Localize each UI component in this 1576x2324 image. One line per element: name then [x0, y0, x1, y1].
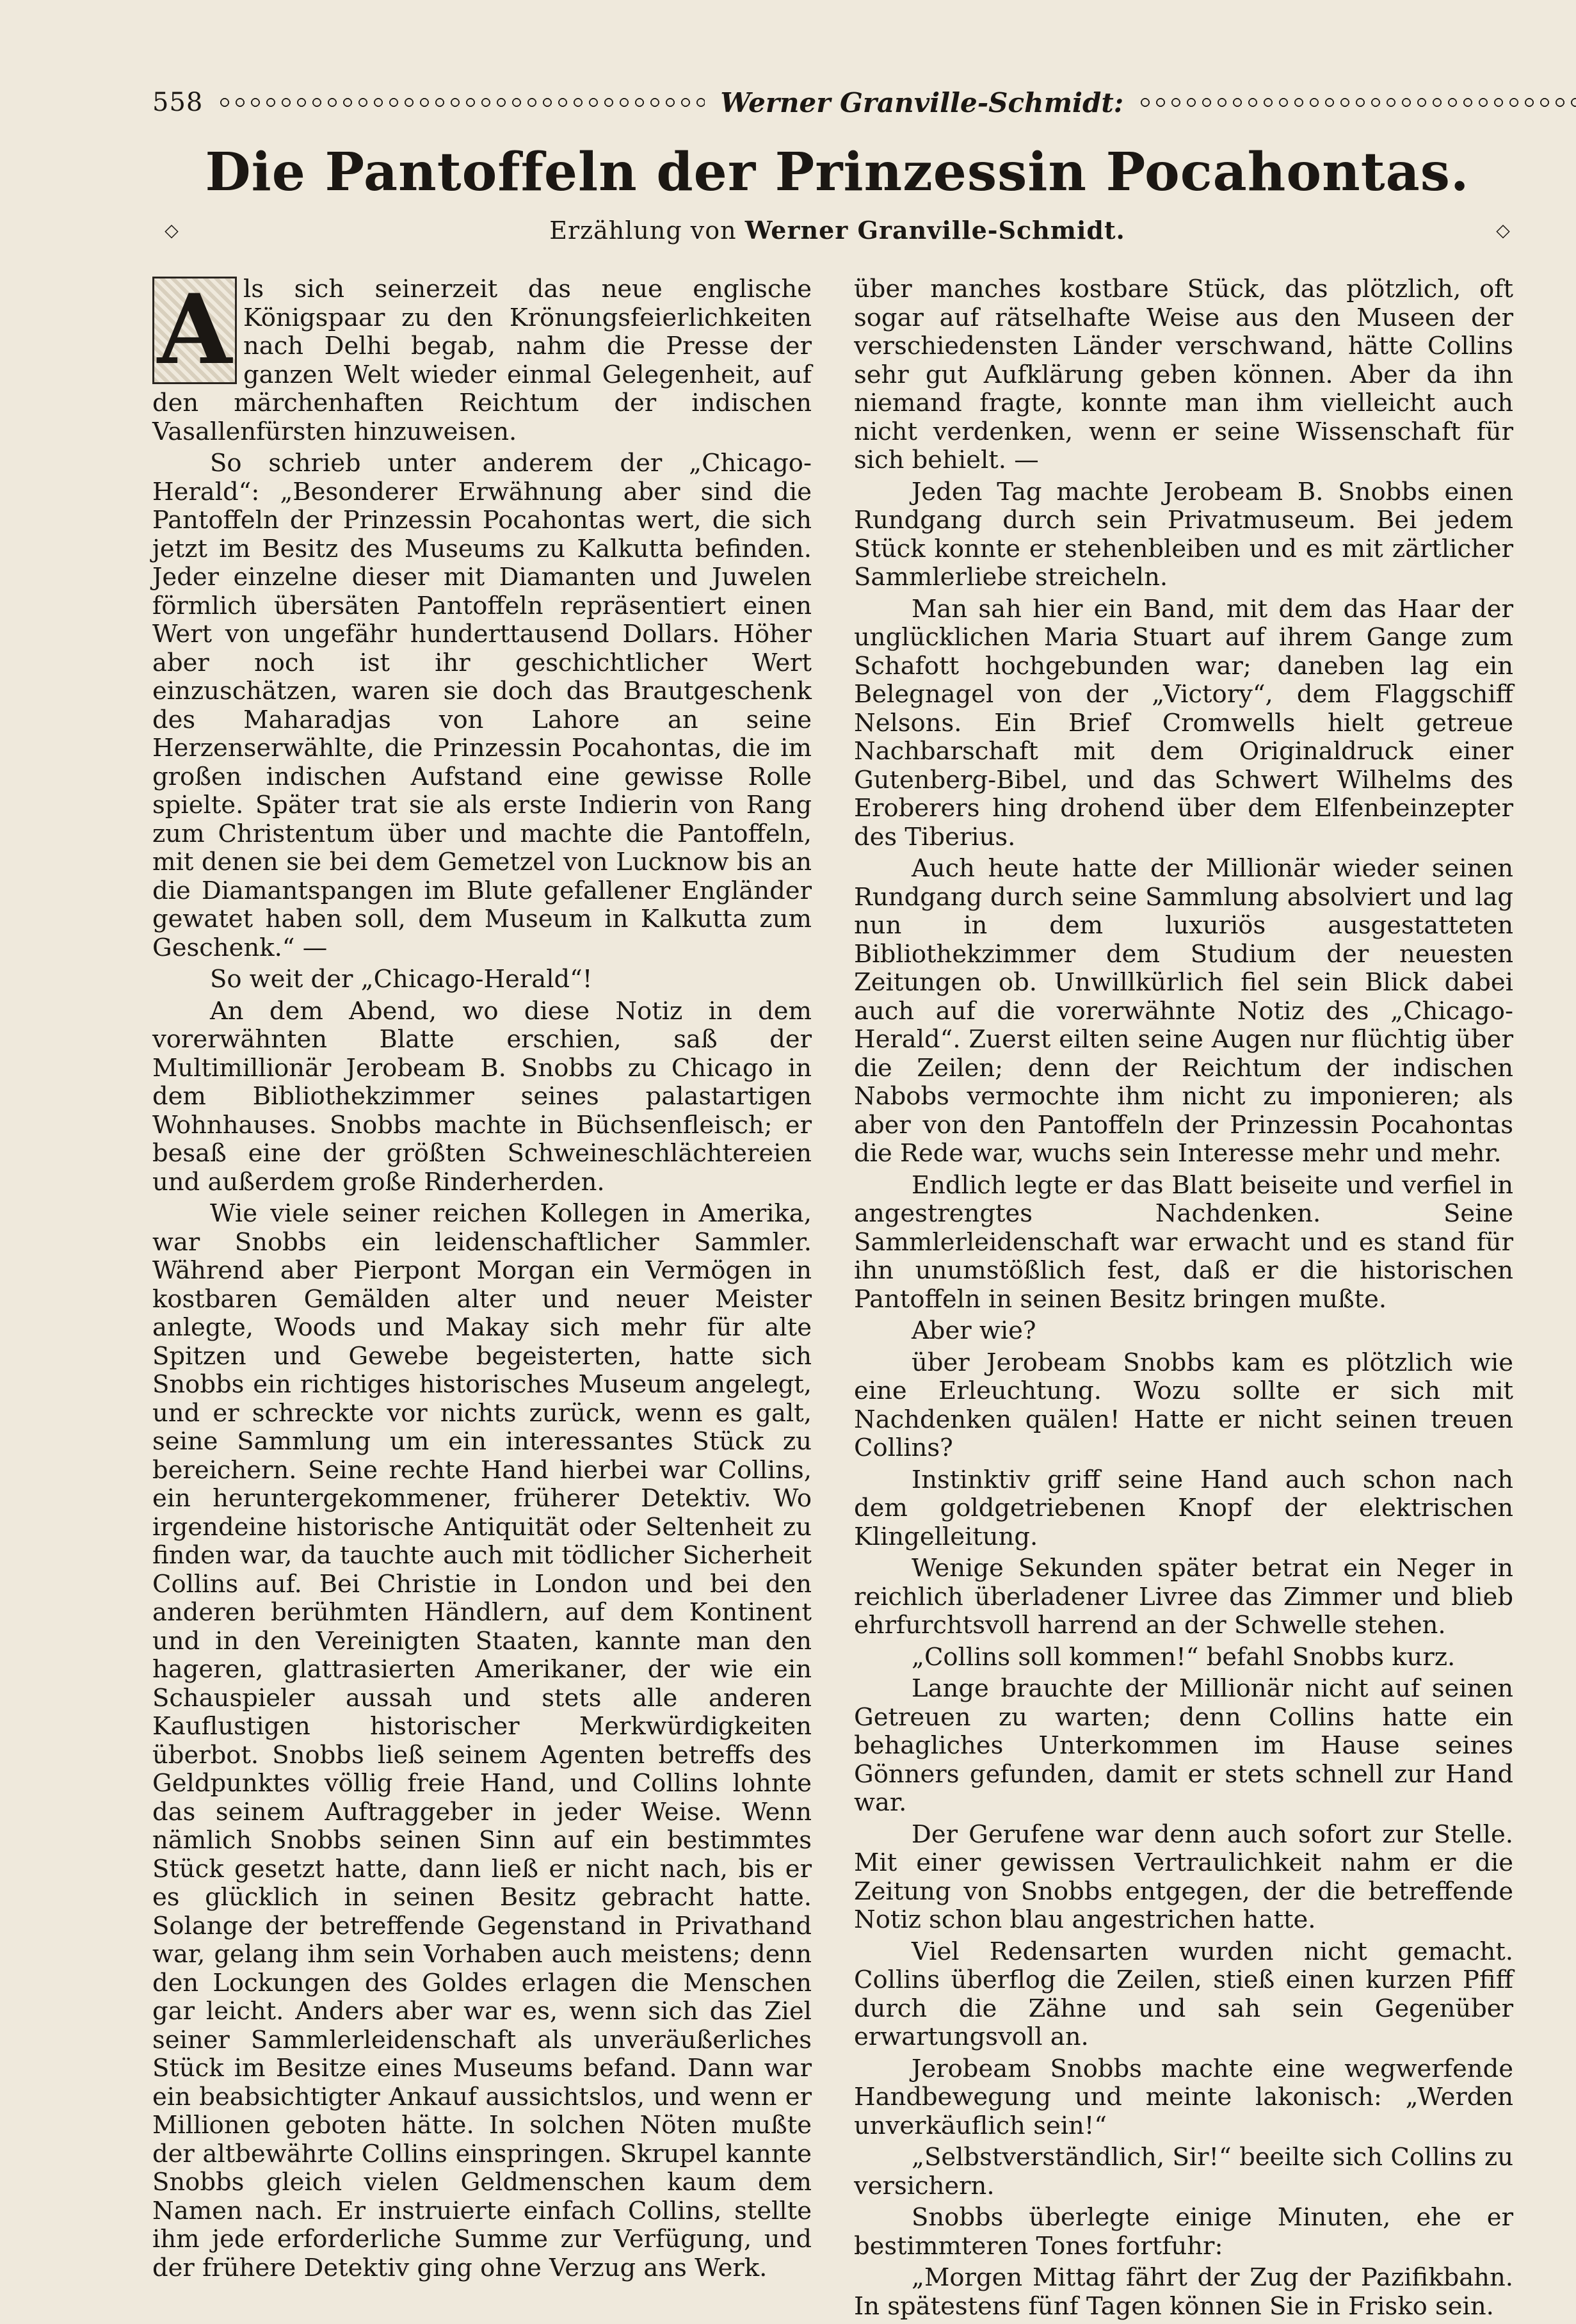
left-column: [152, 275, 812, 2286]
paragraph: über manches kostbare Stück, das plötzlich, oft sogar auf rätselhafte Weise aus den Museen der verschiedensten Länder verschwand, hätte Collins sehr gut Aufklärung geben können. Aber da ihn niemand fragte, konnte man ihm vielleicht auch nicht verdenken, wenn er seine Wissenschaft für sich behielt. —: [854, 275, 1513, 474]
paragraph: über Jerobeam Snobbs kam es plötzlich wie eine Erleuchtung. Wozu sollte er sich mit Nachdenken quälen! Hatte er nicht seinen treuen Collins?: [854, 1348, 1513, 1462]
right-column: [854, 275, 1513, 2324]
paragraph: [152, 275, 812, 446]
byline-author: Werner Granville-Schmidt.: [744, 215, 1125, 245]
running-header: [152, 85, 1522, 120]
dropcap-initial: A: [152, 277, 237, 384]
paragraph: Wenige Sekunden später betrat ein Neger in reichlich überladener Livree das Zimmer und blieb ehrfurchtsvoll harrend an der Schwelle stehen.: [854, 1554, 1513, 1640]
paragraph: Wie viele seiner reichen Kollegen in Amerika, war Snobbs ein leidenschaftlicher Sammler. Während aber Pierpont Morgan ein Vermögen in kostbaren Gemälden alter und neuer Meister anlegte, Woods und Makay sich mehr für alte Spitzen und Gewebe begeisterten, hatte sich Snobbs ein richtiges historisches Museum angelegt, und er schreckte vor nichts zurück, wenn es galt, seine Sammlung um ein interessantes Stück zu bereichern. Seine rechte Hand hierbei war Collins, ein heruntergekommener, früherer Detektiv. Wo irgendeine historische Antiquität oder Seltenheit zu finden war, da tauchte auch mit tödlicher Sicherheit Collins auf. Bei Christie in London und bei den anderen berühmten Händlern, auf dem Kontinent und in den Vereinigten Staaten, kannte man den hageren, glattrasierten Amerikaner, der wie ein Schauspieler aussah und stets alle anderen Kauflustigen historischer Merkwürdigkeiten überbot. Snobbs ließ seinem Agenten betreffs des Geldpunktes völlig freie Hand, und Collins lohnte das seinem Auftraggeber in jeder Weise. Wenn nämlich Snobbs seinen Sinn auf ein bestimmtes Stück gesetzt hatte, dann ließ er nicht nach, bis er es glücklich in seinen Besitz gebracht hatte. Solange der betreffende Gegenstand in Privathand war, gelang ihm sein Vorhaben auch meistens; denn den Lockungen des Goldes erlagen die Menschen gar leicht. Anders aber war es, wenn sich das Ziel seiner Sammlerleidenschaft als unveräußerliches Stück im Besitze eines Museums befand. Dann war ein beabsichtigter Ankauf aussichtslos, und wenn er Millionen geboten hätte. In solchen Nöten mußte der altbewährte Collins einspringen. Skrupel kannte Snobbs gleich vielen Geldmenschen kaum dem Namen nach. Er instruierte einfach Collins, stellte ihm jede erforderliche Summe zur Verfügung, und der frühere Detektiv ging ohne Verzug ans Werk.: [152, 1199, 812, 2282]
paragraph: So schrieb unter anderem der „Chicago-Herald“: „Besonderer Erwähnung aber sind die Pantoffeln der Prinzessin Pocahontas wert, die sich jetzt im Besitz des Museums zu Kalkutta befinden. Jeder einzelne dieser mit Diamanten und Juwelen förmlich übersäten Pantoffeln repräsentiert einen Wert von ungefähr hunderttausend Dollars. Höher aber noch ist ihr geschichtlicher Wert einzuschätzen, waren sie doch das Brautgeschenk des Maharadjas von Lahore an seine Herzenserwählte, die Prinzessin Pocahontas, die im großen indischen Aufstand eine gewisse Rolle spielte. Später trat sie als erste Indierin von Rang zum Christentum über und machte die Pantoffeln, mit denen sie bei dem Gemetzel von Lucknow bis an die Diamantspangen im Blute gefallener Engländer gewatet haben soll, dem Museum in Kalkutta zum Geschenk.“ —: [152, 449, 812, 962]
byline-row: [152, 214, 1522, 246]
paragraph: Viel Redensarten wurden nicht gemacht. Collins überflog die Zeilen, stieß einen kurzen Pfiff durch die Zähne und sah sein Gegenüber erwartungsvoll an.: [854, 1937, 1513, 2051]
page-number: 558: [152, 88, 204, 117]
paragraph: Auch heute hatte der Millionär wieder seinen Rundgang durch seine Sammlung absolviert und lag nun in dem luxuriös ausgestatteten Bibliothekzimmer dem Studium der neuesten Zeitungen ob. Unwillkürlich fiel sein Blick dabei auch auf die vorerwähnte Notiz des „Chicago-Herald“. Zuerst eilten seine Augen nur flüchtig über die Zeilen; denn der Reichtum der indischen Nabobs vermochte ihm nicht zu imponieren; als aber von den Pantoffeln der Prinzessin Pocahontas die Rede war, wuchs sein Interesse mehr und mehr.: [854, 854, 1513, 1168]
paragraph: Der Gerufene war denn auch sofort zur Stelle. Mit einer gewissen Vertraulichkeit nahm er die Zeitung von Snobbs entgegen, der die betreffende Notiz schon blau angestrichen hatte.: [854, 1820, 1513, 1934]
paragraph: Aber wie?: [912, 1316, 1036, 1345]
paragraph: Lange brauchte der Millionär nicht auf seinen Getreuen zu warten; denn Collins hatte ein behagliches Unterkommen im Hause seines Gönners gefunden, damit er stets schnell zur Hand war.: [854, 1674, 1513, 1817]
paragraph: Jerobeam Snobbs machte eine wegwerfende Handbewegung und meinte lakonisch: „Werden unverkäuflich sein!“: [854, 2054, 1513, 2140]
paragraph: „Collins soll kommen!“ befahl Snobbs kurz.: [912, 1642, 1456, 1672]
header-ornament-right: [1139, 96, 1576, 109]
paragraph: Man sah hier ein Band, mit dem das Haar der unglücklichen Maria Stuart auf ihrem Gange zum Schafott hochgebunden war; daneben lag ein Belegnagel von der „Victory“, dem Flaggschiff Nelsons. Ein Brief Cromwells hielt getreue Nachbarschaft mit dem Originaldruck einer Gutenberg-Bibel, und das Schwert Wilhelms des Eroberers hing drohend über dem Elfenbeinzepter des Tiberius.: [854, 594, 1513, 851]
header-ornament-left: [218, 96, 705, 109]
paragraph: So weit der „Chicago-Herald“!: [210, 965, 593, 994]
paragraph: Snobbs überlegte einige Minuten, ehe er bestimmteren Tones fortfuhr:: [854, 2203, 1513, 2261]
diamond-ornament-left-icon: ◇: [165, 219, 179, 241]
paragraph: „Selbstverständlich, Sir!“ beeilte sich Collins zu versichern.: [854, 2143, 1513, 2200]
paragraph-text: ls sich seinerzeit das neue englische Königspaar zu den Krönungsfeierlichkeiten nach Delhi begab, nahm die Presse der ganzen Welt wieder einmal Gelegenheit, auf den märchenhaften Reichtum der indischen Vasallenfürsten hinzuweisen.: [152, 275, 812, 446]
byline-prefix: Erzählung von: [549, 216, 737, 245]
byline: [549, 216, 1125, 245]
running-author: Werner Granville-Schmidt:: [720, 86, 1124, 118]
article-title: Die Pantoffeln der Prinzessin Pocahontas.: [205, 141, 1470, 203]
paragraph: „Morgen Mittag fährt der Zug der Pazifikbahn. In spätestens fünf Tagen können Sie in Frisko sein.: [854, 2263, 1513, 2321]
paragraph: Endlich legte er das Blatt beiseite und verfiel in angestrengtes Nachdenken. Seine Sammlerleidenschaft war erwacht und es stand für ihn unumstößlich fest, daß er die historischen Pantoffeln in seinen Besitz bringen mußte.: [854, 1170, 1513, 1314]
paragraph: Instinktiv griff seine Hand auch schon nach dem goldgetriebenen Knopf der elektrischen Klingelleitung.: [854, 1465, 1513, 1551]
paragraph: Jeden Tag machte Jerobeam B. Snobbs einen Rundgang durch sein Privatmuseum. Bei jedem Stück konnte er stehenbleiben und es mit zärtlicher Sammlerliebe streicheln.: [854, 477, 1513, 592]
paragraph: An dem Abend, wo diese Notiz in dem vorerwähnten Blatte erschien, saß der Multimillionär Jerobeam B. Snobbs zu Chicago in dem Bibliothekzimmer seines palastartigen Wohnhauses. Snobbs machte in Büchsenfleisch; er besaß eine der größten Schweineschlächtereien und außerdem große Rinderherden.: [152, 996, 812, 1197]
diamond-ornament-right-icon: ◇: [1496, 219, 1510, 241]
